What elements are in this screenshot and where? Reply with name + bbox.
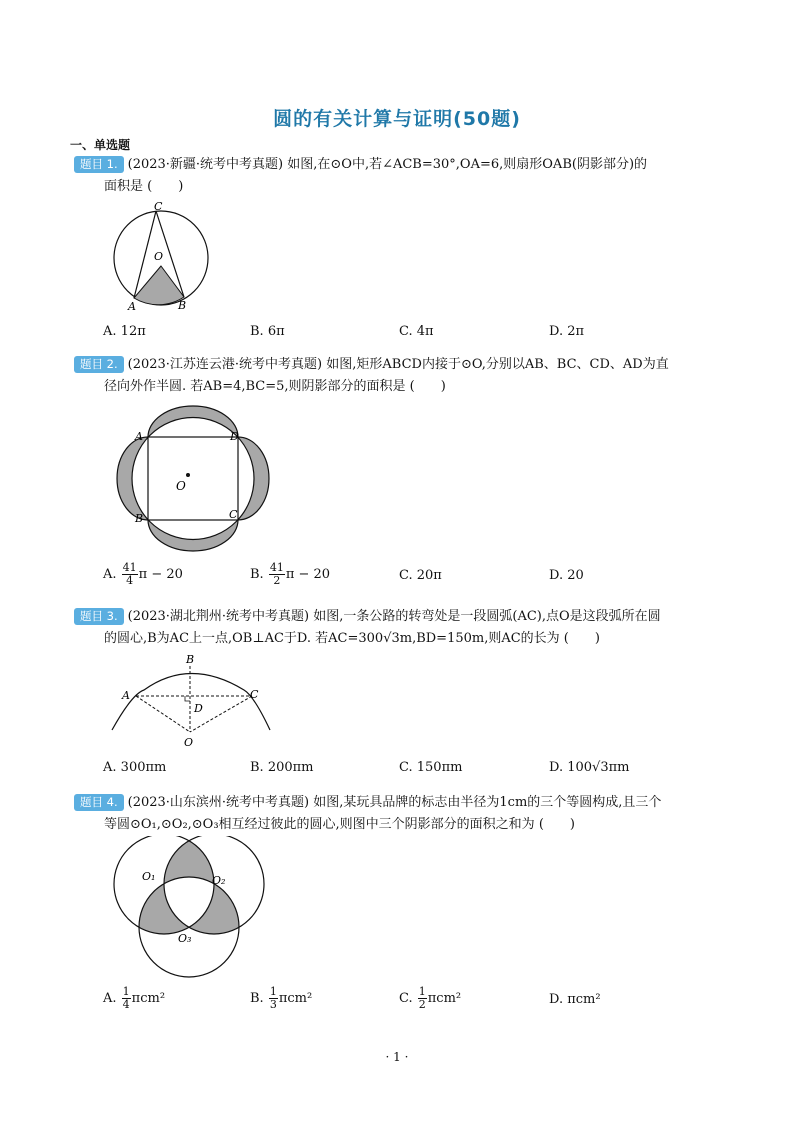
option-c[interactable]: C. 4π xyxy=(399,324,434,339)
option-d[interactable]: D. 20 xyxy=(549,568,584,583)
option-b[interactable]: B. 200πm xyxy=(250,760,314,775)
question-2 xyxy=(74,354,734,398)
options-1 xyxy=(103,324,703,354)
question-badge: 题目 3. xyxy=(74,608,124,625)
question-3 xyxy=(74,606,734,650)
label-o1: O₁ xyxy=(142,870,156,883)
question-1 xyxy=(74,154,734,198)
label-d: D xyxy=(230,430,239,443)
question-text: (2023·湖北荆州·统考中考真题) 如图,一条公路的转弯处是一段圆弧(AC),点O是这段弧所在圆 xyxy=(127,609,661,624)
option-c[interactable]: C. 150πm xyxy=(399,760,463,775)
section-heading: 一、单选题 xyxy=(70,138,131,152)
label-o3: O₃ xyxy=(178,932,192,945)
label-d: D xyxy=(194,702,203,715)
figure-three-circles xyxy=(106,836,276,984)
label-o2: O₂ xyxy=(212,874,226,887)
question-badge: 题目 4. xyxy=(74,794,124,811)
label-c: C xyxy=(250,688,259,701)
option-d[interactable]: D. 2π xyxy=(549,324,585,339)
figure-circle-sector xyxy=(104,198,224,316)
options-2 xyxy=(103,562,703,592)
page-number: · 1 · xyxy=(385,1050,409,1064)
option-b[interactable]: B. $\frac{41}{2}$ π − 20 xyxy=(250,561,331,587)
question-text: (2023·江苏连云港·统考中考真题) 如图,矩形ABCD内接于⊙O,分别以AB、BC、CD、AD为直 xyxy=(127,357,669,372)
figure-rectangle-semicircles xyxy=(106,402,276,560)
question-text: 面积是 ( ) xyxy=(104,179,184,194)
question-badge: 题目 2. xyxy=(74,356,124,373)
option-d[interactable]: D. 100√3πm xyxy=(549,760,630,775)
options-3 xyxy=(103,760,703,790)
label-a: A xyxy=(128,300,136,313)
label-o: O xyxy=(154,250,164,263)
question-4 xyxy=(74,792,734,836)
label-b: B xyxy=(186,653,195,666)
label-o: O xyxy=(176,479,186,493)
question-badge: 题目 1. xyxy=(74,156,124,173)
label-b: B xyxy=(135,512,144,525)
label-a: A xyxy=(135,430,143,443)
label-o: O xyxy=(184,736,194,749)
option-d[interactable]: D. πcm² xyxy=(549,992,601,1007)
question-text: 等圆⊙O₁,⊙O₂,⊙O₃相互经过彼此的圆心,则图中三个阴影部分的面积之和为 ( ) xyxy=(104,817,575,832)
label-c: C xyxy=(229,508,238,521)
page-title: 圆的有关计算与证明(50题) xyxy=(273,108,521,130)
label-c: C xyxy=(154,200,163,213)
option-a[interactable]: A. $\frac{1}{4}$ πcm² xyxy=(103,985,166,1011)
question-text: (2023·山东滨州·统考中考真题) 如图,某玩具品牌的标志由半径为1cm的三个等圆构成,且三个 xyxy=(127,795,662,810)
option-c[interactable]: C. 20π xyxy=(399,568,442,583)
option-a[interactable]: A. $\frac{41}{4}$ π − 20 xyxy=(103,561,183,587)
option-a[interactable]: A. 300πm xyxy=(103,760,167,775)
label-b: B xyxy=(178,299,187,312)
options-4 xyxy=(103,986,703,1016)
question-text: 径向外作半圆. 若AB=4,BC=5,则阴影部分的面积是 ( ) xyxy=(104,379,446,394)
option-a[interactable]: A. 12π xyxy=(103,324,146,339)
question-text: (2023·新疆·统考中考真题) 如图,在⊙O中,若∠ACB=30°,OA=6,则扇形OAB(阴影部分)的 xyxy=(127,157,648,172)
option-c[interactable]: C. $\frac{1}{2}$ πcm² xyxy=(399,985,462,1011)
option-b[interactable]: B. 6π xyxy=(250,324,285,339)
option-b[interactable]: B. $\frac{1}{3}$ πcm² xyxy=(250,985,313,1011)
label-a: A xyxy=(122,689,130,702)
figure-road-arc xyxy=(104,652,284,752)
question-text: 的圆心,B为AC上一点,OB⊥AC于D. 若AC=300√3m,BD=150m,则AC的长为 ( ) xyxy=(104,631,600,646)
